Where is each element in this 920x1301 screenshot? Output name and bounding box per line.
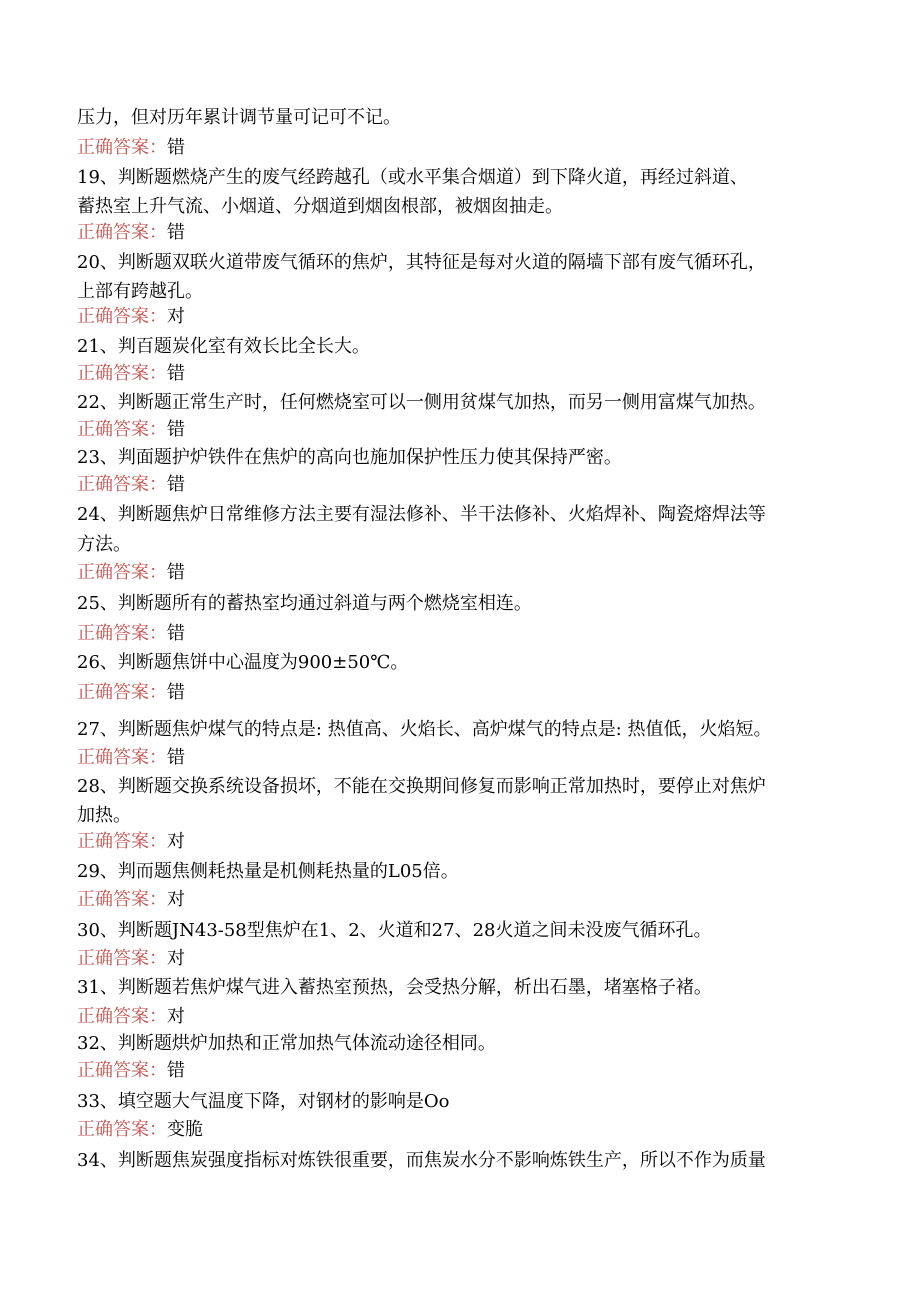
answer-label: 正确答案：: [77, 948, 167, 969]
question-text-line: 21、判百题炭化室有效长比全长大。: [77, 336, 370, 357]
answer-label: 正确答案：: [77, 1060, 167, 1081]
answer-label: 正确答案：: [77, 623, 167, 644]
answer-label: 正确答案：: [77, 747, 167, 768]
answer-line: [77, 363, 185, 385]
question-text-line: 28、判断题交换系统设备损坏，不能在交换期间修复而影响正常加热时，要停止对焦炉: [77, 776, 766, 797]
question-text-line: 25、判断题所有的蓄热室均通过斜道与两个燃烧室相连。: [77, 593, 532, 614]
answer-line: [77, 562, 185, 584]
answer-line: [77, 306, 185, 328]
answer-value: 错: [167, 137, 185, 158]
question-text-line: 33、填空题大气温度下降，对钢材的影响是Oo: [77, 1091, 450, 1112]
answer-value: 错: [167, 474, 185, 495]
answer-label: 正确答案：: [77, 419, 167, 440]
answer-label: 正确答案：: [77, 222, 167, 243]
answer-line: [77, 948, 185, 970]
question-text-line: 30、判断题JN43-58型焦炉在1、2、火道和27、28火道之间未没废气循环孔。: [77, 920, 712, 941]
question-text-line: 23、判面题护炉铁件在焦炉的高向也施加保护性压力使其保持严密。: [77, 447, 622, 468]
answer-line: [77, 1006, 185, 1028]
answer-label: 正确答案：: [77, 1119, 167, 1140]
answer-line: [77, 747, 185, 769]
answer-value: 错: [167, 419, 185, 440]
answer-line: [77, 623, 185, 645]
answer-line: [77, 1119, 203, 1141]
answer-value: 对: [167, 1006, 185, 1027]
answer-label: 正确答案：: [77, 831, 167, 852]
answer-line: [77, 1060, 185, 1082]
answer-label: 正确答案：: [77, 682, 167, 703]
answer-value: 对: [167, 306, 185, 327]
question-text-line: 上部有跨越孔。: [77, 281, 203, 302]
question-text-line: 26、判断题焦饼中心温度为900±50℃。: [77, 652, 409, 673]
answer-value: 对: [167, 889, 185, 910]
question-text-line: 加热。: [77, 805, 131, 826]
answer-value: 错: [167, 1060, 185, 1081]
answer-value: 对: [167, 948, 185, 969]
question-text-line: 27、判断题焦炉煤气的特点是: 热值高、火焰长、高炉煤气的特点是: 热值低，火焰短。: [77, 719, 772, 740]
answer-value: 变脆: [167, 1119, 203, 1140]
question-text-line: 29、判而题焦侧耗热量是机侧耗热量的L05倍。: [77, 861, 459, 882]
question-text-line: 19、判断题燃烧产生的废气经跨越孔（或水平集合烟道）到下降火道，再经过斜道、: [77, 167, 748, 188]
answer-label: 正确答案：: [77, 306, 167, 327]
answer-value: 错: [167, 363, 185, 384]
answer-value: 对: [167, 831, 185, 852]
answer-label: 正确答案：: [77, 363, 167, 384]
answer-value: 错: [167, 222, 185, 243]
question-text-line: 31、判断题若焦炉煤气进入蓄热室预热，会受热分解，析出石墨，堵塞格子褚。: [77, 977, 712, 998]
answer-line: [77, 682, 185, 704]
answer-line: [77, 419, 185, 441]
question-text-line: 22、判断题正常生产时，任何燃烧室可以一侧用贫煤气加热，而另一侧用富煤气加热。: [77, 392, 766, 413]
answer-line: [77, 222, 185, 244]
answer-label: 正确答案：: [77, 889, 167, 910]
answer-label: 正确答案：: [77, 1006, 167, 1027]
answer-line: [77, 889, 185, 911]
answer-line: [77, 137, 185, 159]
answer-label: 正确答案：: [77, 474, 167, 495]
question-text-line: 34、判断题焦炭强度指标对炼铁很重要，而焦炭水分不影响炼铁生产，所以不作为质量: [77, 1150, 766, 1171]
answer-label: 正确答案：: [77, 137, 167, 158]
answer-label: 正确答案：: [77, 562, 167, 583]
answer-line: [77, 474, 185, 496]
answer-value: 错: [167, 747, 185, 768]
question-text-line: 32、判断题烘炉加热和正常加热气体流动途径相同。: [77, 1033, 496, 1054]
answer-value: 错: [167, 562, 185, 583]
answer-value: 错: [167, 682, 185, 703]
question-text-line: 蓄热室上升气流、小烟道、分烟道到烟囱根部，被烟囱抽走。: [77, 196, 563, 217]
answer-line: [77, 831, 185, 853]
answer-value: 错: [167, 623, 185, 644]
question-text-line: 20、判断题双联火道带废气循环的焦炉，其特征是每对火道的隔墙下部有废气循环孔，: [77, 252, 766, 273]
question-text-line: 24、判断题焦炉日常维修方法主要有湿法修补、半干法修补、火焰焊补、陶瓷熔焊法等: [77, 504, 766, 525]
question-text-line: 方法。: [77, 534, 131, 555]
question-text-line: 压力，但对历年累计调节量可记可不记。: [77, 107, 401, 128]
